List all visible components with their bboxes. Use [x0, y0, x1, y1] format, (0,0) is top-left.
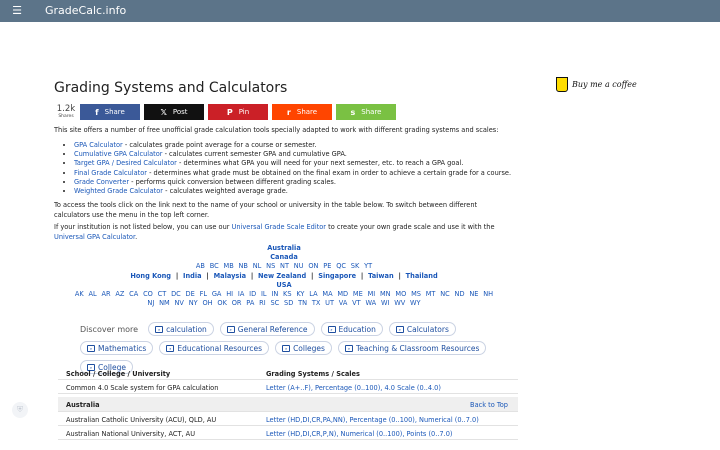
province-link-ab[interactable]: AB [195, 262, 205, 271]
province-link-yt[interactable]: YT [364, 262, 373, 271]
state-link-sd[interactable]: SD [284, 299, 294, 308]
state-link-tn[interactable]: TN [298, 299, 308, 308]
state-link-de[interactable]: DE [185, 290, 195, 299]
country-link-thailand[interactable]: Thailand [405, 271, 438, 280]
reddit-share-button[interactable] [272, 104, 332, 120]
final-grade-calculator-link[interactable]: Final Grade Calculator [74, 168, 147, 177]
discover-chip-label: Teaching & Classroom Resources [355, 343, 480, 353]
state-link-id[interactable]: ID [249, 290, 257, 299]
state-link-tx[interactable]: TX [311, 299, 321, 308]
province-link-mb[interactable]: MB [223, 262, 234, 271]
state-link-oh[interactable]: OH [202, 299, 213, 308]
state-link-mt[interactable]: MT [425, 290, 436, 299]
country-link-usa[interactable]: USA [276, 280, 292, 289]
x-post-button[interactable] [144, 104, 204, 120]
state-link-ks[interactable]: KS [283, 290, 292, 299]
site-brand[interactable]: GradeCalc.info [45, 4, 127, 17]
province-link-sk[interactable]: SK [350, 262, 360, 271]
separator: | [175, 271, 179, 280]
pinterest-icon: P [226, 107, 233, 117]
editor-text-after: . [135, 232, 138, 241]
state-link-ak[interactable]: AK [74, 290, 84, 299]
usa-state-links [54, 299, 514, 308]
cumulative-gpa-calculator-link[interactable]: Cumulative GPA Calculator [74, 150, 163, 159]
tools-list [74, 141, 514, 196]
reddit-icon: r [286, 107, 291, 117]
state-link-nv[interactable]: NV [174, 299, 184, 308]
discover-chip-label: Colleges [293, 343, 325, 353]
state-link-ar[interactable]: AR [101, 290, 111, 299]
discover-chip-calculation[interactable] [148, 322, 214, 336]
discover-chip-mathematics[interactable] [80, 341, 153, 355]
universal-grade-scale-editor-link[interactable]: Universal Grade Scale Editor [231, 223, 327, 231]
share-count [54, 105, 78, 119]
state-link-nh[interactable]: NH [483, 290, 494, 299]
country-navigation [54, 244, 514, 308]
state-link-va[interactable]: VA [338, 299, 348, 308]
state-link-or[interactable]: OR [231, 299, 242, 308]
country-link-malaysia[interactable]: Malaysia [213, 271, 247, 280]
list-item [74, 159, 514, 168]
sharethis-icon: s [350, 107, 356, 117]
state-link-co[interactable]: CO [143, 290, 153, 299]
canada-province-links [54, 262, 514, 271]
x-icon: 𝕏 [160, 107, 167, 117]
coffee-cup-icon [556, 77, 568, 92]
tool-description: - determines what GPA you will need for your next semester, etc. to reach a GPA goal. [176, 159, 464, 168]
discover-chip-label: Education [338, 324, 376, 334]
state-link-mi[interactable]: MI [367, 290, 376, 299]
editor-text [54, 223, 514, 242]
state-link-hi[interactable]: HI [226, 290, 234, 299]
weighted-grade-calculator-link[interactable]: Weighted Grade Calculator [74, 187, 163, 196]
country-link-australia[interactable]: Australia [267, 244, 301, 252]
state-link-ky[interactable]: KY [296, 290, 305, 299]
buy-me-a-coffee-label: Buy me a coffee [572, 80, 637, 89]
search-box-icon: ⌕ [227, 326, 235, 333]
discover-chip-label: College [98, 362, 126, 372]
tool-description: - determines what grade must be obtained on the final exam in order to achieve a certain grade for a course. [146, 168, 512, 177]
discover-chip-label: Mathematics [98, 343, 147, 353]
state-link-me[interactable]: ME [352, 290, 363, 299]
facebook-share-button[interactable] [80, 104, 140, 120]
discover-chip-general-reference[interactable] [220, 322, 315, 336]
search-box-icon: ⌕ [166, 345, 174, 352]
grade-converter-link[interactable]: Grade Converter [74, 177, 130, 186]
country-link-hong-kong[interactable]: Hong Kong [130, 271, 172, 280]
state-link-la[interactable]: LA [309, 290, 318, 299]
tool-description: - calculates weighted average grade. [163, 187, 288, 196]
state-link-md[interactable]: MD [337, 290, 349, 299]
state-link-ny[interactable]: NY [188, 299, 198, 308]
pinterest-pin-button[interactable] [208, 104, 268, 120]
discover-chip-teaching-classroom-resources[interactable] [338, 341, 486, 355]
state-link-wv[interactable]: WV [394, 299, 406, 308]
search-box-icon: ⌕ [396, 326, 404, 333]
table-header [58, 366, 518, 380]
state-link-ma[interactable]: MA [322, 290, 333, 299]
table-row [58, 426, 518, 440]
discover-more-label: Discover more [80, 324, 139, 334]
discover-chip-colleges[interactable] [275, 341, 332, 355]
access-text: To access the tools click on the link next to the name of your school or university in the table below. To switch between different calculators use the menu in the top left corner. [54, 201, 478, 219]
scale-links[interactable]: Letter (A+..F), Percentage (0..100), 4.0 Scale (0..4.0) [266, 384, 441, 392]
search-box-icon: ⌕ [155, 326, 163, 333]
table-row [58, 380, 518, 394]
discover-chip-education[interactable] [321, 322, 383, 336]
province-link-bc[interactable]: BC [209, 262, 219, 271]
hamburger-icon[interactable]: ☰ [12, 4, 22, 17]
page-title: Grading Systems and Calculators [54, 80, 288, 96]
state-link-ct[interactable]: CT [157, 290, 167, 299]
tool-description: - performs quick conversion between different grading scales. [129, 177, 336, 186]
country-link-singapore[interactable]: Singapore [318, 271, 357, 280]
list-item [74, 141, 514, 150]
facebook-share-label: Share [104, 108, 125, 116]
discover-chip-calculators[interactable] [389, 322, 456, 336]
asia-pacific-country-links [54, 272, 514, 281]
state-link-dc[interactable]: DC [171, 290, 181, 299]
search-box-icon: ⌕ [328, 326, 336, 333]
province-link-pe[interactable]: PE [323, 262, 332, 271]
tool-description: - calculates current semester GPA and cumulative GPA. [162, 150, 347, 159]
state-link-ok[interactable]: OK [217, 299, 227, 308]
school-name: Australian National University, ACT, AU [66, 430, 196, 438]
separator: | [250, 271, 254, 280]
state-link-ia[interactable]: IA [237, 290, 245, 299]
buy-me-a-coffee-button[interactable] [556, 77, 637, 92]
top-bar [0, 0, 720, 22]
search-box-icon: ⌕ [87, 345, 95, 352]
discover-chip-educational-resources[interactable] [159, 341, 269, 355]
list-item [74, 178, 514, 187]
search-box-icon: ⌕ [87, 364, 95, 371]
state-link-vt[interactable]: VT [352, 299, 361, 308]
country-link-taiwan[interactable]: Taiwan [368, 271, 394, 280]
separator: | [206, 271, 209, 280]
state-link-nj[interactable]: NJ [147, 299, 155, 308]
scale-links[interactable]: Letter (HD,DI,CR,PA,NN), Percentage (0..100), Numerical (0..7.0) [266, 416, 479, 424]
discover-chip-label: General Reference [237, 324, 308, 334]
state-link-pa[interactable]: PA [246, 299, 255, 308]
column-header-school: School / College / University [66, 370, 171, 378]
editor-text-before: If your institution is not listed below, you can use our [54, 223, 232, 231]
state-link-al[interactable]: AL [88, 290, 97, 299]
table-row [58, 412, 518, 426]
state-link-nc[interactable]: NC [440, 290, 450, 299]
state-link-ca[interactable]: CA [129, 290, 139, 299]
search-box-icon: ⌕ [282, 345, 290, 352]
target-gpa-calculator-link[interactable]: Target GPA / Desired Calculator [74, 159, 177, 168]
usa-state-links [54, 290, 514, 299]
share-count-label: Shares [58, 114, 74, 119]
universal-gpa-calculator-link[interactable]: Universal GPA Calculator [54, 232, 136, 241]
sharethis-share-label: Share [361, 108, 382, 116]
state-link-wa[interactable]: WA [365, 299, 377, 308]
separator: | [311, 271, 314, 280]
province-link-on[interactable]: ON [308, 262, 319, 271]
state-link-in[interactable]: IN [271, 290, 279, 299]
editor-text-middle: to create your own grade scale and use it with the [326, 223, 495, 231]
state-link-az[interactable]: AZ [115, 290, 125, 299]
tool-description: - calculates grade point average for a course or semester. [122, 141, 317, 149]
grading-systems-table [58, 366, 518, 440]
state-link-fl[interactable]: FL [199, 290, 208, 299]
province-link-qc[interactable]: QC [336, 262, 346, 271]
share-count-number: 1.2k [56, 104, 76, 114]
list-item [74, 169, 514, 178]
search-box-icon: ⌕ [345, 345, 353, 352]
separator: | [398, 271, 401, 280]
discover-chip-label: Educational Resources [177, 343, 263, 353]
state-link-il[interactable]: IL [260, 290, 267, 299]
section-title: Australia [66, 401, 100, 409]
state-link-ut[interactable]: UT [325, 299, 334, 308]
province-link-nt[interactable]: NT [280, 262, 290, 271]
column-header-scales: Grading Systems / Scales [266, 370, 360, 378]
facebook-icon: f [95, 107, 99, 117]
state-link-nm[interactable]: NM [159, 299, 170, 308]
sharethis-share-button[interactable] [336, 104, 396, 120]
discover-chip-label: calculation [166, 324, 207, 334]
state-link-sc[interactable]: SC [270, 299, 280, 308]
list-item [74, 150, 514, 159]
share-bar [54, 104, 400, 120]
country-link-india[interactable]: India [183, 271, 202, 280]
shield-icon[interactable]: ⛨ [12, 402, 28, 418]
country-link-new-zealand[interactable]: New Zealand [258, 271, 307, 280]
state-link-mo[interactable]: MO [395, 290, 407, 299]
intro-text: This site offers a number of free unofficial grade calculation tools specially adapted to work with different grading systems and scales: [54, 126, 499, 134]
state-link-ne[interactable]: NE [469, 290, 479, 299]
state-link-ri[interactable]: RI [259, 299, 266, 308]
state-link-ms[interactable]: MS [411, 290, 421, 299]
discover-chip-label: Calculators [406, 324, 449, 334]
province-link-ns[interactable]: NS [266, 262, 276, 271]
reddit-share-label: Share [296, 108, 318, 116]
school-name: Australian Catholic University (ACU), QLD, AU [66, 416, 217, 424]
province-link-nb[interactable]: NB [238, 262, 248, 271]
state-link-nd[interactable]: ND [454, 290, 465, 299]
list-item [74, 187, 514, 196]
gpa-calculator-link[interactable]: GPA Calculator [74, 141, 123, 149]
province-link-nl[interactable]: NL [252, 262, 262, 271]
country-link-canada[interactable]: Canada [270, 253, 298, 262]
state-link-wi[interactable]: WI [380, 299, 390, 308]
school-name: Common 4.0 Scale system for GPA calculation [66, 384, 219, 392]
state-link-wy[interactable]: WY [410, 299, 421, 308]
back-to-top-link[interactable]: Back to Top [470, 401, 508, 409]
section-header-australia [58, 397, 518, 412]
pinterest-pin-label: Pin [238, 108, 250, 116]
state-link-mn[interactable]: MN [379, 290, 391, 299]
state-link-ga[interactable]: GA [211, 290, 222, 299]
x-post-label: Post [172, 108, 188, 116]
province-link-nu[interactable]: NU [293, 262, 304, 271]
scale-links[interactable]: Letter (HD,DI,CR,P,N), Numerical (0..100), Points (0..7.0) [266, 430, 453, 438]
separator: | [360, 271, 364, 280]
